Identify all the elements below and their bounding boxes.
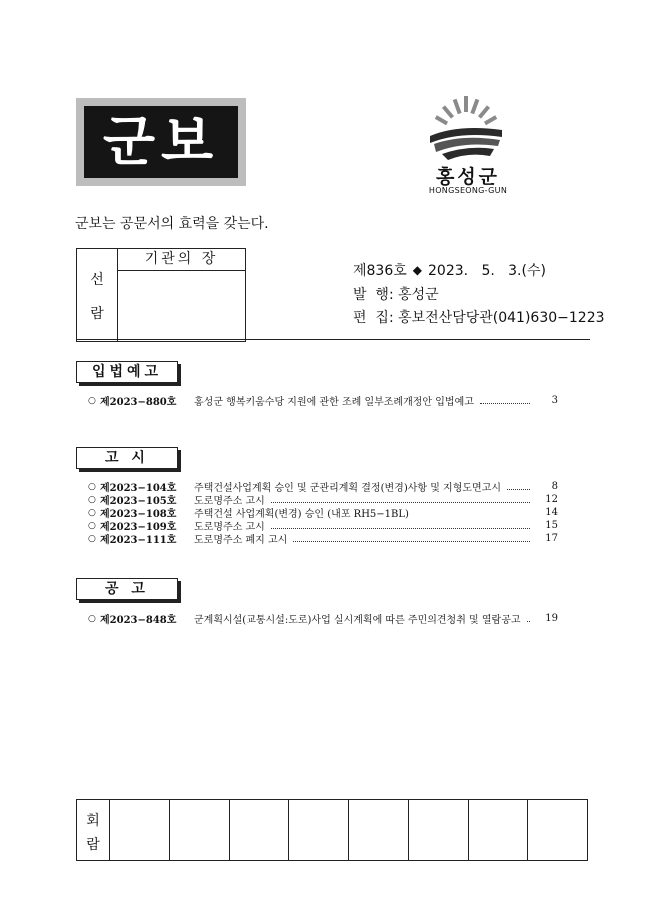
circulation-side-char: 람 xyxy=(90,306,104,322)
issue-number: 제836호 xyxy=(353,263,407,279)
circulation-side-char: 선 xyxy=(90,272,104,288)
list-item[interactable] xyxy=(88,394,558,407)
leader-dots xyxy=(480,403,530,404)
tagline: 군보는 공문서의 효력을 갖는다. xyxy=(75,216,269,232)
item-page: 15 xyxy=(545,520,558,531)
item-number: 제2023−105호 xyxy=(100,496,177,507)
header-divider xyxy=(76,339,590,340)
bullet-icon: ○ xyxy=(88,494,96,505)
item-title: 홍성군 행복키움수당 지원에 관한 조례 일부조례개정안 입법예고 xyxy=(194,397,474,408)
list-item[interactable] xyxy=(88,532,558,545)
bullet-icon: ○ xyxy=(88,613,96,624)
section-title: 공 고 xyxy=(76,578,178,600)
signature-cell[interactable] xyxy=(469,800,529,860)
item-number: 제2023−880호 xyxy=(100,397,177,408)
bullet-icon: ○ xyxy=(88,481,96,492)
circulation-table-char: 람 xyxy=(86,837,100,853)
issue-date: 2023. 5. 3.(수) xyxy=(428,263,546,279)
item-number: 제2023−104호 xyxy=(100,483,177,494)
leader-dots xyxy=(271,528,530,529)
signature-cell[interactable] xyxy=(230,800,290,860)
item-number: 제2023−108호 xyxy=(100,509,177,520)
bullet-icon: ○ xyxy=(88,395,96,406)
item-page: 8 xyxy=(551,481,558,492)
masthead-block xyxy=(84,106,238,178)
circulation-table-label xyxy=(77,800,110,860)
logo-name-english: HONGSEONG-GUN xyxy=(428,186,508,195)
signature-cell[interactable] xyxy=(170,800,230,860)
item-page: 19 xyxy=(545,613,558,624)
item-title: 군계획시설(교통시설:도로)사업 실시계획에 따른 주민의견청취 및 열람공고 xyxy=(194,615,521,626)
bullet-icon: ○ xyxy=(88,533,96,544)
item-title: 주택건설 사업계획(변경) 승인 (내포 RH5−1BL) xyxy=(194,509,409,520)
circulation-table-char: 회 xyxy=(86,813,100,829)
section-title: 고 시 xyxy=(76,447,178,469)
issue-line xyxy=(353,260,546,280)
leader-dots xyxy=(527,621,530,622)
signature-cell[interactable] xyxy=(528,800,587,860)
item-page: 12 xyxy=(545,494,558,505)
item-number: 제2023−848호 xyxy=(100,615,177,626)
item-title: 주택건설사업계획 승인 및 군관리계획 결정(변경)사항 및 지형도면고시 xyxy=(194,483,502,494)
signature-cell[interactable] xyxy=(409,800,469,860)
issue-publisher: 발 행: 홍성군 xyxy=(353,287,439,303)
diamond-icon: ◆ xyxy=(412,263,423,277)
item-number: 제2023−109호 xyxy=(100,522,177,533)
leader-dots xyxy=(507,489,530,490)
leader-dots xyxy=(271,502,530,503)
item-page: 3 xyxy=(551,395,558,406)
logo-name-korean: 홍성군 xyxy=(435,166,501,188)
masthead-title: 군보 xyxy=(102,110,220,173)
section-title: 입법예고 xyxy=(76,361,178,383)
circulation-table xyxy=(76,799,588,861)
item-title: 도로명주소 고시 xyxy=(194,496,265,507)
circulation-box xyxy=(76,248,246,342)
circulation-header: 기관의 장 xyxy=(118,249,245,271)
item-page: 17 xyxy=(545,533,558,544)
bullet-icon: ○ xyxy=(88,520,96,531)
masthead-frame xyxy=(76,98,246,186)
signature-cell[interactable] xyxy=(110,800,170,860)
issue-editor: 편 집: 홍보전산담당관(041)630−1223 xyxy=(353,310,605,326)
bullet-icon: ○ xyxy=(88,507,96,518)
item-page: 14 xyxy=(545,507,558,518)
list-item[interactable] xyxy=(88,612,558,625)
leader-dots xyxy=(293,541,530,542)
circulation-box-side xyxy=(77,249,118,341)
hongseong-logo-icon xyxy=(428,94,504,162)
item-title: 도로명주소 폐지 고시 xyxy=(194,535,288,546)
signature-cell[interactable] xyxy=(349,800,409,860)
item-number: 제2023−111호 xyxy=(100,535,177,546)
item-title: 도로명주소 고시 xyxy=(194,522,265,533)
signature-cell[interactable] xyxy=(289,800,349,860)
